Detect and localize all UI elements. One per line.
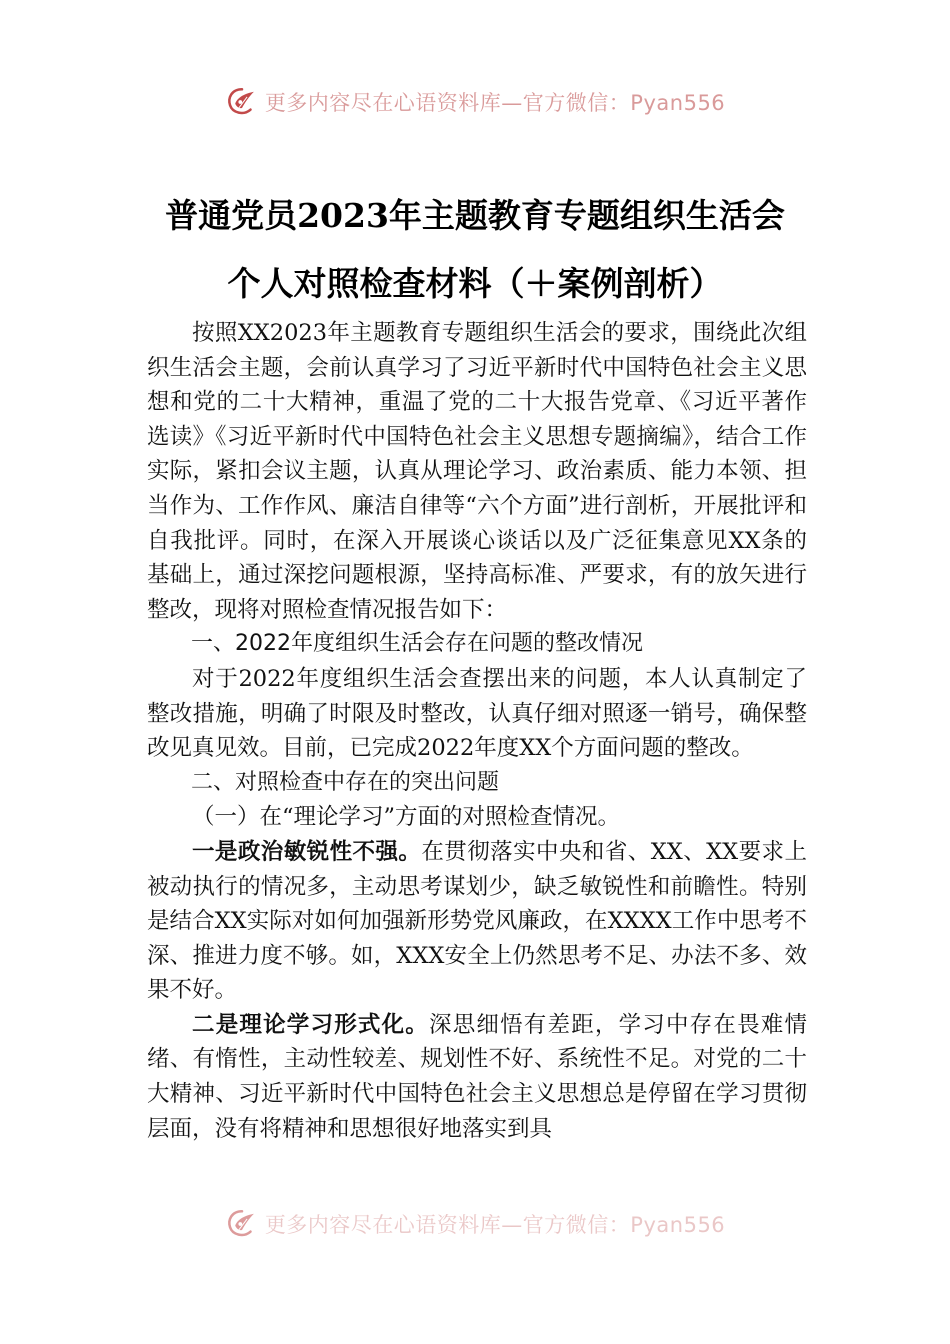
point-1-paragraph [147, 835, 807, 1008]
header-watermark [0, 82, 950, 122]
quill-swirl-logo-icon [225, 1207, 259, 1241]
subsection-1-heading: （一）在“理论学习”方面的对照检查情况。 [192, 804, 621, 831]
point-2-body: 深思细悟有差距，学习中存在畏难情绪、有惰性，主动性较差、规划性不好、系统性不足。对党的二十大精神、习近平新时代中国特色社会主义思想总是停留在学习贯彻层面，没有将精神和思想很好地落实到具 [147, 1011, 807, 1142]
watermark-text: 更多内容尽在心语资料库—官方微信：Pyan556 [264, 91, 726, 115]
document-title-line-1: 普通党员2023年主题教育专题组织生活会 [165, 196, 785, 235]
quill-swirl-logo-icon [225, 85, 259, 119]
section-1-heading: 一、2022年度组织生活会存在问题的整改情况 [191, 631, 643, 657]
intro-paragraph: 按照XX2023年主题教育专题组织生活会的要求，围绕此次组织生活会主题，会前认真学习了习近平新时代中国特色社会主义思想和党的二十大精神，重温了党的二十大报告党章、《习近平著作选读》《习近平新时代中国特色社会主义思想专题摘编》，结合工作实际，紧扣会议主题，认真从理论学习、政治素质、能力本领、担当作为、工作作风、廉洁自律等“六个方面”进行剖析，开展批评和自我批评。同时，在深入开展谈心谈话以及广泛征集意见XX条的基础上，通过深挖问题根源，坚持高标准、严要求，有的放矢进行整改，现将对照检查情况报告如下： [147, 320, 807, 623]
document-body [147, 316, 807, 1146]
watermark-text: 更多内容尽在心语资料库—官方微信：Pyan556 [264, 1213, 726, 1237]
document-title-line-2: 个人对照检查材料（＋案例剖析） [227, 264, 723, 303]
point-2-paragraph [147, 1008, 807, 1146]
section-1-paragraph: 对于2022年度组织生活会查摆出来的问题，本人认真制定了整改措施，明确了时限及时整改，认真仔细对照逐一销号，确保整改见真见效。目前，已完成2022年度XX个方面问题的整改。 [147, 665, 807, 762]
point-1-lead: 一是政治敏锐性不强。 [192, 838, 422, 865]
point-1-body: 在贯彻落实中央和省、XX、XX要求上被动执行的情况多，主动思考谋划少，缺乏敏锐性和前瞻性。特别是结合XX实际对如何加强新形势党风廉政，在XXXX工作中思考不深、推进力度不够。如，XXX安全上仍然思考不足、办法不多、效果不好。 [147, 838, 807, 1004]
footer-watermark [0, 1204, 950, 1244]
section-2-heading: 二、对照检查中存在的突出问题 [191, 769, 500, 795]
point-2-lead: 二是理论学习形式化。 [192, 1011, 429, 1038]
